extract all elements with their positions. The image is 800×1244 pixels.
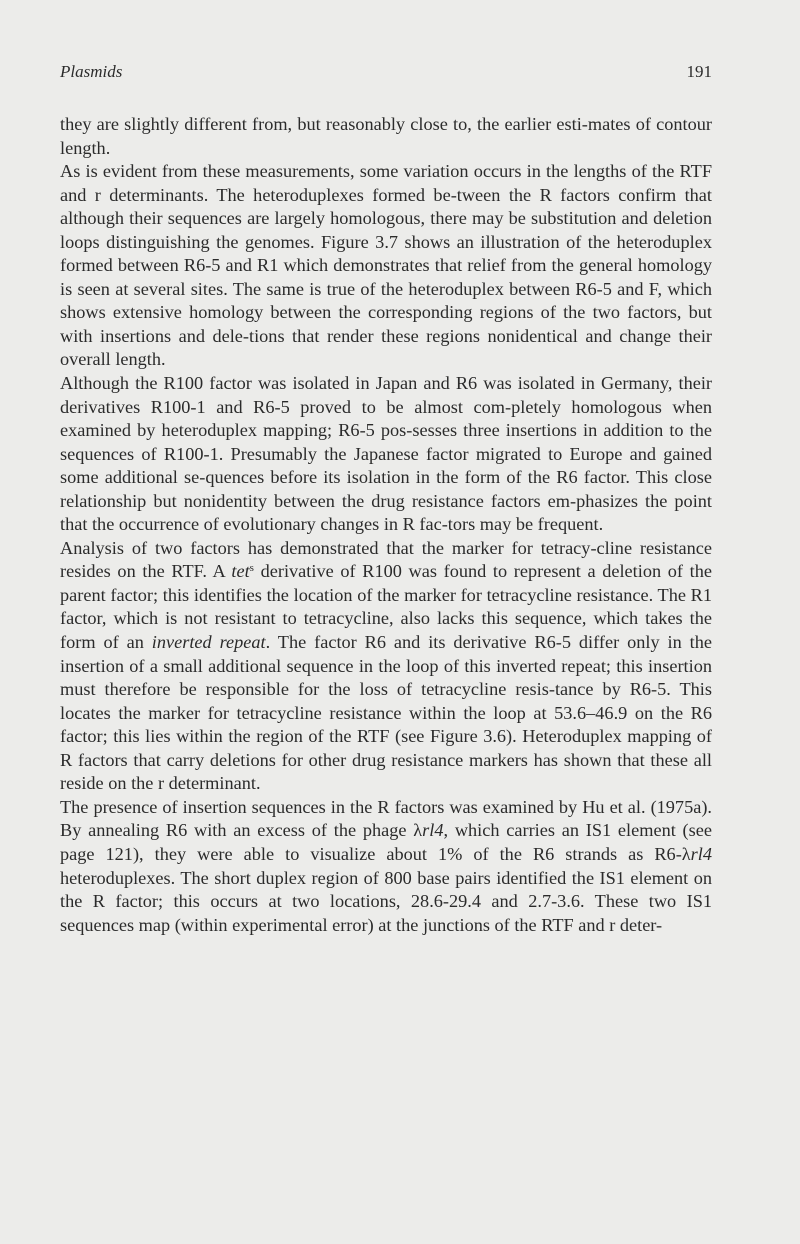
text-run: . The factor R6 and its derivative R6-5 differ only in the insertion of a small additional sequence in the loop of this inverted repeat; this insertion must therefore be responsible for the loss of tetracycline resis-tance by R6-5. This locates the marker for tetracycline resistance within the loop at 53.6–46.9 on the R6 factor; this lies within the region of the RTF (see Figure 3.6). Heteroduplex mapping of R factors that carry deletions for other drug resistance markers has shown that these all reside on the r determinant. [60,632,712,794]
text-run: , which carries an IS1 element (see page 121), they were able to visualize about 1% of the R6 strands as R6-λ [60,820,712,864]
text-run: rl4 [422,820,444,841]
text-run: derivative of R100 was found to represent a deletion of the parent factor; this identifies the location of the marker for tetracycline resistance. The R1 factor, which is not resistant to tetracycline, also lacks this sequence, which takes the form of an [60,561,712,653]
running-title: Plasmids [60,62,123,81]
paragraph-5 [60,796,712,937]
text-run: tet [231,561,250,582]
running-header [60,62,712,88]
text-run: heteroduplexes. The short duplex region of 800 base pairs identified the IS1 element on the R factor; this occurs at two locations, 28.6-29.4 and 2.7-3.6. These two IS1 sequences map (within experimental error) at the junctions of the RTF and r deter- [60,867,712,935]
body-text [60,113,712,937]
text-run: they are slightly different from, but reasonably close to, the earlier esti-mates of contour length. [60,114,712,158]
paragraph-4 [60,537,712,796]
text-run: As is evident from these measurements, some variation occurs in the lengths of the RTF and r determinants. The heteroduplexes formed be-tween the R factors confirm that although their sequences are largely homologous, there may be substitution and deletion loops distinguishing the genomes. Figure 3.7 shows an illustration of the heteroduplex formed between R6-5 and R1 which demonstrates that relief from the general homology is seen at several sites. The same is true of the heteroduplex between R6-5 and F, which shows extensive homology between the corresponding regions of the two factors, but with insertions and dele-tions that render these regions nonidentical and change their overall length. [60,161,712,370]
text-run: inverted repeat [151,632,266,653]
paragraph-3 [60,372,712,537]
text-run: Although the R100 factor was isolated in Japan and R6 was isolated in Germany, their derivatives R100-1 and R6-5 proved to be almost com-pletely homologous when examined by heteroduplex mapping; R6-5 pos-sesses three insertions in addition to the sequences of R100-1. Presumably the Japanese factor migrated to Europe and gained some additional se-quences before its isolation in the form of the R6 factor. This close relationship but nonidentity between the drug resistance factors em-phasizes the point that the occurrence of evolutionary changes in R fac-tors may be frequent. [60,373,712,535]
paragraph-2 [60,160,712,372]
text-run: Analysis of two factors has demonstrated that the marker for tetracy-cline resistance resides on the RTF. A [60,537,712,582]
page-number: 191 [686,62,712,81]
text-run: rl4 [690,843,712,864]
text-run: s [249,562,254,575]
text-run: The presence of insertion sequences in the R factors was examined by Hu et al. (1975a). By annealing R6 with an excess of the phage λ [60,796,712,841]
paragraph-1 [60,113,712,160]
